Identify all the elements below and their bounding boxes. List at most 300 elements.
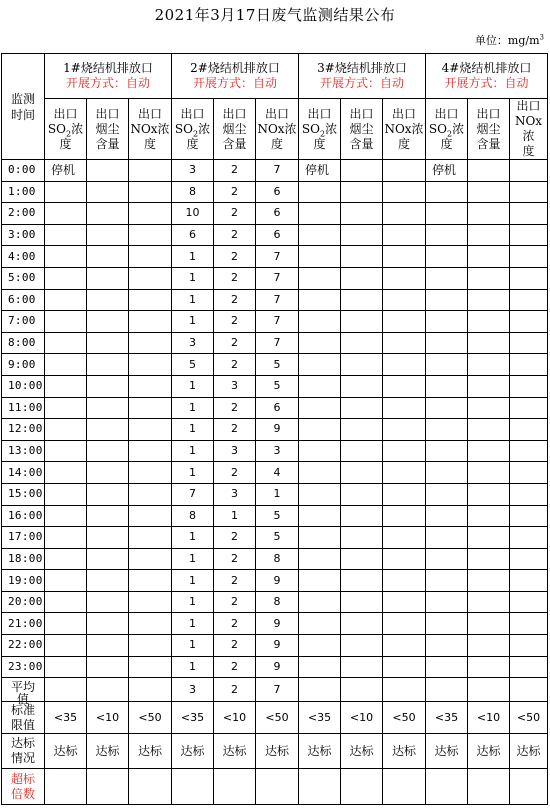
value-cell: 9 [256, 656, 299, 678]
time-cell: 20:00 [2, 591, 45, 613]
group-header [299, 54, 426, 99]
empty-cell [510, 332, 548, 354]
empty-cell [510, 505, 548, 527]
empty-cell [45, 419, 87, 441]
empty-cell [87, 769, 129, 805]
empty-cell [87, 354, 129, 376]
unit-value: mg/m [507, 34, 540, 47]
empty-cell [510, 397, 548, 419]
empty-cell [468, 505, 510, 527]
dust-header [87, 99, 129, 160]
value-cell: 1 [172, 527, 214, 549]
empty-cell [383, 483, 426, 505]
value-cell: 1 [172, 591, 214, 613]
empty-cell [129, 203, 172, 225]
limit-value: <35 [45, 702, 87, 734]
empty-cell [510, 483, 548, 505]
empty-cell [299, 462, 341, 484]
header-line: 含量 [95, 136, 120, 151]
empty-cell [383, 548, 426, 570]
empty-cell [45, 203, 87, 225]
time-cell: 2:00 [2, 203, 45, 225]
empty-cell [510, 419, 548, 441]
value-cell: 1 [172, 548, 214, 570]
empty-cell [426, 769, 468, 805]
empty-cell [468, 267, 510, 289]
empty-cell [341, 505, 383, 527]
value-cell: 1 [172, 246, 214, 268]
group-mode: 开展方式：自动 [65, 76, 150, 90]
empty-cell [383, 635, 426, 657]
empty-cell [341, 267, 383, 289]
value-cell: 1 [172, 440, 214, 462]
average-value: 2 [214, 678, 256, 702]
so2-suffix: 浓 [325, 121, 338, 136]
time-cell: 8:00 [2, 332, 45, 354]
empty-cell [426, 635, 468, 657]
value-cell: 2 [214, 311, 256, 333]
empty-cell [45, 548, 87, 570]
limit-value: <50 [256, 702, 299, 734]
unit-prefix: 单位： [474, 34, 508, 47]
empty-cell [299, 332, 341, 354]
header-line: 出口 [516, 99, 541, 113]
nox-header [256, 99, 299, 160]
empty-cell [341, 160, 383, 182]
value-cell: 2 [214, 160, 256, 182]
empty-cell [299, 635, 341, 657]
header-line: 出口 [391, 106, 416, 121]
empty-cell [299, 224, 341, 246]
table-row [2, 375, 548, 397]
value-cell: 7 [256, 289, 299, 311]
group-mode: 开展方式：自动 [192, 76, 277, 90]
value-cell: 2 [214, 419, 256, 441]
empty-cell [468, 246, 510, 268]
status-cell: 停机 [45, 160, 87, 182]
empty-cell [299, 203, 341, 225]
value-cell: 2 [214, 267, 256, 289]
label-line: 平均 [10, 679, 35, 694]
so2-prefix: SO [301, 121, 320, 136]
header-line: 出口 [349, 106, 374, 121]
empty-cell [341, 678, 383, 702]
value-cell: 9 [256, 635, 299, 657]
unit-label [475, 32, 544, 48]
empty-cell [299, 440, 341, 462]
monitoring-time-header [2, 54, 45, 160]
header-line: NOx浓 [130, 121, 170, 136]
header-line: 出口 [222, 106, 247, 121]
empty-cell [426, 527, 468, 549]
header-line: 度 [313, 136, 326, 151]
header-line [426, 122, 467, 137]
group-name: 3#烧结机排放口 [317, 61, 407, 75]
empty-cell [87, 483, 129, 505]
empty-cell [510, 462, 548, 484]
value-cell: 1 [172, 397, 214, 419]
empty-cell [341, 311, 383, 333]
header-row-pollutants [2, 99, 548, 160]
status-value: 达标 [468, 734, 510, 769]
empty-cell [468, 591, 510, 613]
empty-cell [129, 289, 172, 311]
empty-cell [383, 246, 426, 268]
so2-prefix: SO [47, 121, 66, 136]
empty-cell [129, 527, 172, 549]
empty-cell [426, 397, 468, 419]
empty-cell [341, 397, 383, 419]
value-cell: 5 [256, 354, 299, 376]
empty-cell [87, 181, 129, 203]
value-cell: 1 [172, 462, 214, 484]
empty-cell [468, 769, 510, 805]
empty-cell [45, 462, 87, 484]
empty-cell [468, 397, 510, 419]
time-cell: 5:00 [2, 267, 45, 289]
value-cell: 5 [256, 375, 299, 397]
value-cell: 3 [214, 440, 256, 462]
empty-cell [341, 440, 383, 462]
empty-cell [129, 769, 172, 805]
empty-cell [383, 505, 426, 527]
status-value: 达标 [341, 734, 383, 769]
time-cell: 3:00 [2, 224, 45, 246]
value-cell: 1 [172, 311, 214, 333]
status-value: 达标 [87, 734, 129, 769]
so2-prefix: SO [428, 121, 447, 136]
header-line: 度 [522, 144, 535, 158]
value-cell: 2 [214, 462, 256, 484]
empty-cell [129, 332, 172, 354]
label-line: 达标 [10, 736, 35, 751]
empty-cell [426, 419, 468, 441]
value-cell: 7 [172, 483, 214, 505]
time-cell: 4:00 [2, 246, 45, 268]
value-cell: 2 [214, 332, 256, 354]
empty-cell [510, 678, 548, 702]
empty-cell [510, 246, 548, 268]
label-line: 值 [16, 691, 29, 706]
group-mode: 开展方式：自动 [319, 76, 404, 90]
empty-cell [426, 332, 468, 354]
empty-cell [87, 591, 129, 613]
empty-cell [341, 203, 383, 225]
empty-cell [45, 354, 87, 376]
empty-cell [426, 224, 468, 246]
empty-cell [426, 613, 468, 635]
empty-cell [45, 332, 87, 354]
value-cell: 8 [256, 591, 299, 613]
empty-cell [129, 181, 172, 203]
table-row [2, 591, 548, 613]
value-cell: 7 [256, 332, 299, 354]
empty-cell [510, 267, 548, 289]
empty-cell [87, 656, 129, 678]
empty-cell [510, 160, 548, 182]
empty-cell [87, 548, 129, 570]
time-cell: 7:00 [2, 311, 45, 333]
empty-cell [468, 289, 510, 311]
time-cell: 18:00 [2, 548, 45, 570]
header-line: 烟尘 [349, 121, 374, 136]
empty-cell [383, 397, 426, 419]
empty-cell [510, 570, 548, 592]
average-value: 3 [172, 678, 214, 702]
empty-cell [45, 375, 87, 397]
empty-cell [383, 267, 426, 289]
empty-cell [45, 656, 87, 678]
value-cell: 7 [256, 267, 299, 289]
header-line [172, 122, 213, 137]
table-row [2, 246, 548, 268]
average-value: 7 [256, 678, 299, 702]
header-line: 出口 [307, 106, 332, 121]
empty-cell [87, 267, 129, 289]
empty-cell [341, 354, 383, 376]
empty-cell [87, 462, 129, 484]
dust-header [214, 99, 256, 160]
status-value: 达标 [45, 734, 87, 769]
empty-cell [87, 635, 129, 657]
header-line [299, 122, 340, 137]
value-cell: 3 [214, 375, 256, 397]
table-row [2, 548, 548, 570]
empty-cell [468, 224, 510, 246]
header-line: 出口 [180, 106, 205, 121]
header-line: 出口 [95, 106, 120, 121]
empty-cell [129, 613, 172, 635]
empty-cell [468, 419, 510, 441]
empty-cell [468, 548, 510, 570]
empty-cell [45, 224, 87, 246]
empty-cell [129, 548, 172, 570]
limit-value: <35 [426, 702, 468, 734]
empty-cell [87, 289, 129, 311]
limit-value: <50 [510, 702, 548, 734]
time-cell: 0:00 [2, 160, 45, 182]
empty-cell [426, 656, 468, 678]
empty-cell [299, 505, 341, 527]
empty-cell [341, 769, 383, 805]
empty-cell [299, 419, 341, 441]
empty-cell [510, 613, 548, 635]
limit-value: <35 [172, 702, 214, 734]
value-cell: 7 [256, 311, 299, 333]
value-cell: 5 [172, 354, 214, 376]
empty-cell [299, 527, 341, 549]
empty-cell [383, 181, 426, 203]
time-cell: 10:00 [2, 375, 45, 397]
empty-cell [510, 635, 548, 657]
limit-value: <35 [299, 702, 341, 734]
value-cell: 7 [256, 160, 299, 182]
table-row [2, 224, 548, 246]
value-cell: 5 [256, 505, 299, 527]
table-row [2, 462, 548, 484]
value-cell: 5 [256, 527, 299, 549]
empty-cell [299, 769, 341, 805]
empty-cell [45, 267, 87, 289]
empty-cell [45, 769, 87, 805]
value-cell: 6 [172, 224, 214, 246]
corner-label-line: 时间 [10, 107, 35, 122]
empty-cell [129, 505, 172, 527]
value-cell: 2 [214, 570, 256, 592]
empty-cell [468, 203, 510, 225]
empty-cell [383, 203, 426, 225]
empty-cell [87, 311, 129, 333]
empty-cell [299, 397, 341, 419]
empty-cell [45, 289, 87, 311]
table-row [2, 354, 548, 376]
dust-header [341, 99, 383, 160]
page-title: 2021年3月17日废气监测结果公布 [154, 6, 396, 24]
value-cell: 2 [214, 527, 256, 549]
label-line: 倍数 [10, 786, 35, 801]
time-cell: 17:00 [2, 527, 45, 549]
status-cell: 停机 [426, 160, 468, 182]
empty-cell [383, 613, 426, 635]
empty-cell [45, 181, 87, 203]
empty-cell [129, 635, 172, 657]
table-row [2, 332, 548, 354]
status-cell: 停机 [299, 160, 341, 182]
empty-cell [426, 591, 468, 613]
empty-cell [383, 769, 426, 805]
empty-cell [383, 440, 426, 462]
empty-cell [129, 375, 172, 397]
value-cell: 8 [256, 548, 299, 570]
time-cell: 13:00 [2, 440, 45, 462]
nox-header [383, 99, 426, 160]
empty-cell [468, 570, 510, 592]
empty-cell [87, 678, 129, 702]
empty-cell [299, 548, 341, 570]
value-cell: 2 [214, 397, 256, 419]
empty-cell [129, 419, 172, 441]
label-line: 超标 [10, 771, 35, 786]
empty-cell [383, 354, 426, 376]
empty-cell [341, 246, 383, 268]
value-cell: 9 [256, 419, 299, 441]
empty-cell [87, 570, 129, 592]
status-value: 达标 [510, 734, 548, 769]
empty-cell [426, 548, 468, 570]
empty-cell [383, 332, 426, 354]
empty-cell [510, 440, 548, 462]
empty-cell [510, 375, 548, 397]
so2-subscript: 2 [446, 128, 453, 138]
header-line: 出口 [264, 106, 289, 121]
empty-cell [426, 462, 468, 484]
empty-cell [426, 354, 468, 376]
empty-cell [383, 570, 426, 592]
empty-cell [87, 224, 129, 246]
empty-cell [383, 311, 426, 333]
header-line: 含量 [476, 136, 501, 151]
empty-cell [468, 656, 510, 678]
table-row [2, 656, 548, 678]
value-cell: 1 [172, 613, 214, 635]
status-row [2, 734, 548, 769]
table-row [2, 527, 548, 549]
empty-cell [341, 483, 383, 505]
table-row [2, 419, 548, 441]
empty-cell [341, 375, 383, 397]
empty-cell [45, 678, 87, 702]
empty-cell [426, 678, 468, 702]
empty-cell [468, 375, 510, 397]
limit-value: <10 [341, 702, 383, 734]
header-line: NOx浓 [384, 121, 424, 136]
empty-cell [299, 311, 341, 333]
table-row [2, 289, 548, 311]
empty-cell [341, 419, 383, 441]
empty-cell [341, 462, 383, 484]
value-cell: 6 [256, 224, 299, 246]
empty-cell [383, 419, 426, 441]
header-line: 烟尘 [95, 121, 120, 136]
empty-cell [510, 769, 548, 805]
header-line: 度 [440, 136, 453, 151]
limit-value: <50 [383, 702, 426, 734]
so2-suffix: 浓 [452, 121, 465, 136]
so2-header [299, 99, 341, 160]
empty-cell [383, 678, 426, 702]
group-header [45, 54, 172, 99]
so2-header [45, 99, 87, 160]
value-cell: 2 [214, 354, 256, 376]
so2-prefix: SO [174, 121, 193, 136]
label-line: 标准 [10, 702, 35, 717]
empty-cell [129, 462, 172, 484]
dust-header [468, 99, 510, 160]
empty-cell [129, 354, 172, 376]
header-line: 出口 [53, 106, 78, 121]
corner-label-line: 监测 [10, 91, 35, 106]
value-cell: 8 [172, 181, 214, 203]
empty-cell [129, 246, 172, 268]
value-cell: 9 [256, 570, 299, 592]
empty-cell [468, 462, 510, 484]
empty-cell [256, 769, 299, 805]
empty-cell [341, 527, 383, 549]
empty-cell [299, 375, 341, 397]
value-cell: 2 [214, 548, 256, 570]
empty-cell [45, 483, 87, 505]
value-cell: 1 [256, 483, 299, 505]
empty-cell [468, 613, 510, 635]
table-row [2, 440, 548, 462]
empty-cell [299, 267, 341, 289]
empty-cell [426, 246, 468, 268]
limit-row [2, 702, 548, 734]
value-cell: 9 [256, 613, 299, 635]
empty-cell [87, 527, 129, 549]
empty-cell [341, 181, 383, 203]
time-cell: 21:00 [2, 613, 45, 635]
empty-cell [426, 181, 468, 203]
empty-cell [129, 311, 172, 333]
value-cell: 2 [214, 289, 256, 311]
empty-cell [383, 224, 426, 246]
header-row-groups [2, 54, 548, 99]
header-line: 度 [397, 136, 410, 151]
value-cell: 2 [214, 246, 256, 268]
value-cell: 1 [172, 289, 214, 311]
empty-cell [87, 397, 129, 419]
